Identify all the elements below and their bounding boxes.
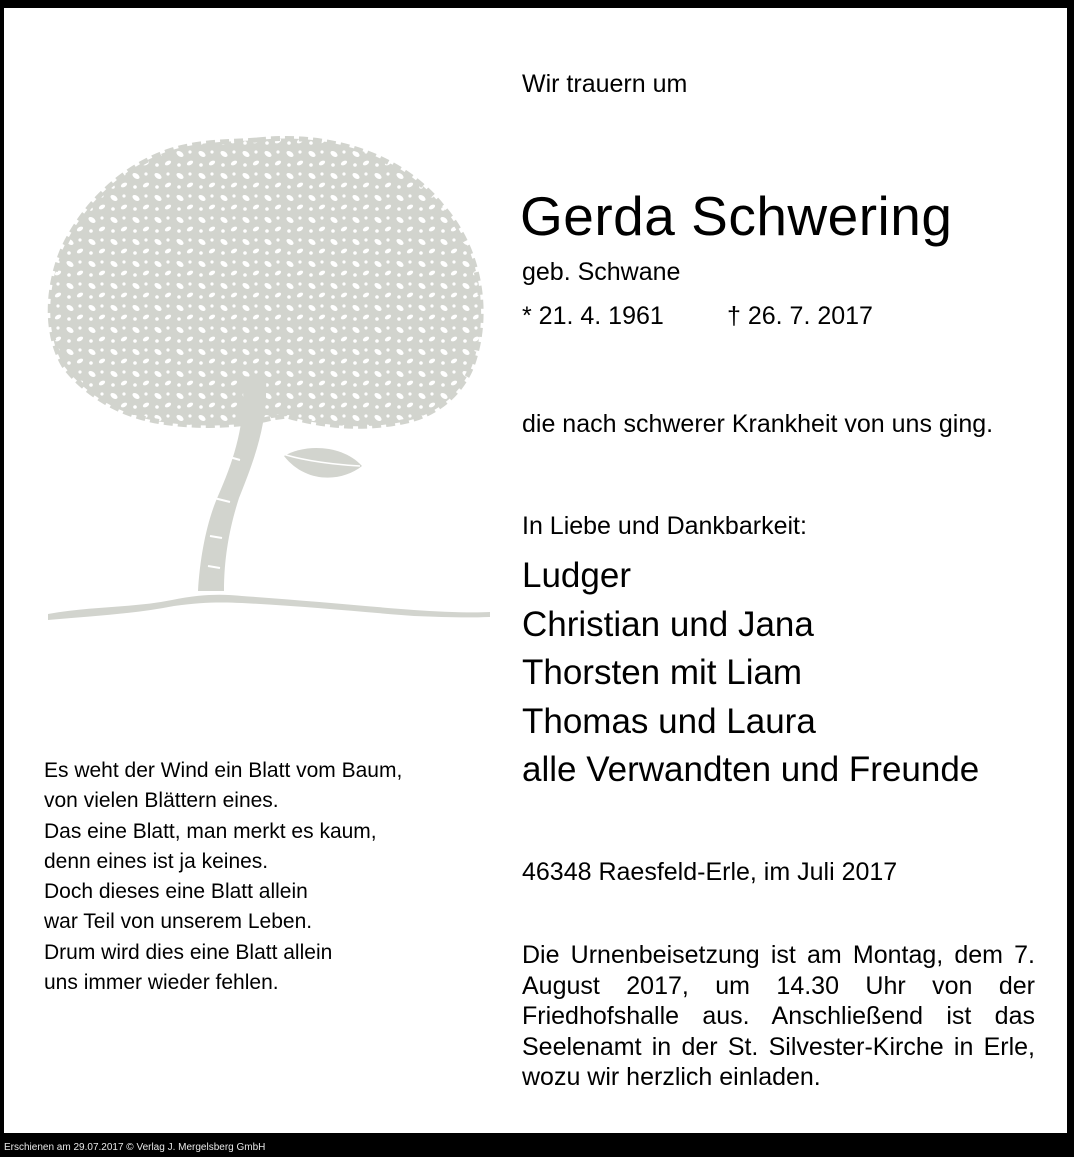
passing-text: die nach schwerer Krankheit von uns ging. [522, 410, 994, 438]
place-date: 46348 Raesfeld-Erle, im Juli 2017 [522, 858, 898, 886]
poem-line: Drum wird dies eine Blatt allein [44, 940, 333, 964]
deceased-name: Gerda Schwering [520, 185, 953, 247]
burial-details: Die Urnenbeisetzung ist am Montag, dem 7. August 2017, um 14.30 Uhr von der Friedhofshalle aus. Anschließend ist das Seelenamt in der St. Silvester-Kirche in Erle, wozu wir herzlich einladen. [522, 941, 1035, 1091]
poem-line: denn eines ist ja keines. [44, 849, 269, 873]
ground-line [48, 595, 490, 620]
mourner-name: alle Verwandten und Freunde [522, 750, 980, 789]
thanks-text: In Liebe und Dankbarkeit: [522, 512, 807, 540]
poem-line: Das eine Blatt, man merkt es kaum, [44, 819, 377, 843]
mourner-name: Christian und Jana [522, 604, 814, 644]
mourner-name: Thomas und Laura [522, 701, 816, 741]
poem-line: uns immer wieder fehlen. [44, 971, 279, 995]
publication-footer: Erschienen am 29.07.2017 © Verlag J. Mergelsberg GmbH [4, 1142, 266, 1153]
leaf-icon [280, 448, 362, 478]
intro-text: Wir trauern um [522, 70, 688, 98]
mourner-name: Ludger [522, 556, 631, 595]
poem-line: war Teil von unserem Leben. [44, 910, 313, 934]
maiden-name: geb. Schwane [522, 258, 681, 286]
poem-line: von vielen Blättern eines. [44, 789, 279, 813]
poem-line: Es weht der Wind ein Blatt vom Baum, [44, 759, 403, 782]
birth-date: * 21. 4. 1961 [522, 302, 664, 330]
death-date: † 26. 7. 2017 [727, 302, 873, 330]
mourner-name: Thorsten mit Liam [522, 653, 803, 692]
tree-illustration [42, 126, 492, 626]
poem [44, 756, 402, 998]
obituary-notice [4, 8, 1067, 1133]
poem-line: Doch dieses eine Blatt allein [44, 880, 308, 904]
mourners-list [522, 552, 979, 795]
